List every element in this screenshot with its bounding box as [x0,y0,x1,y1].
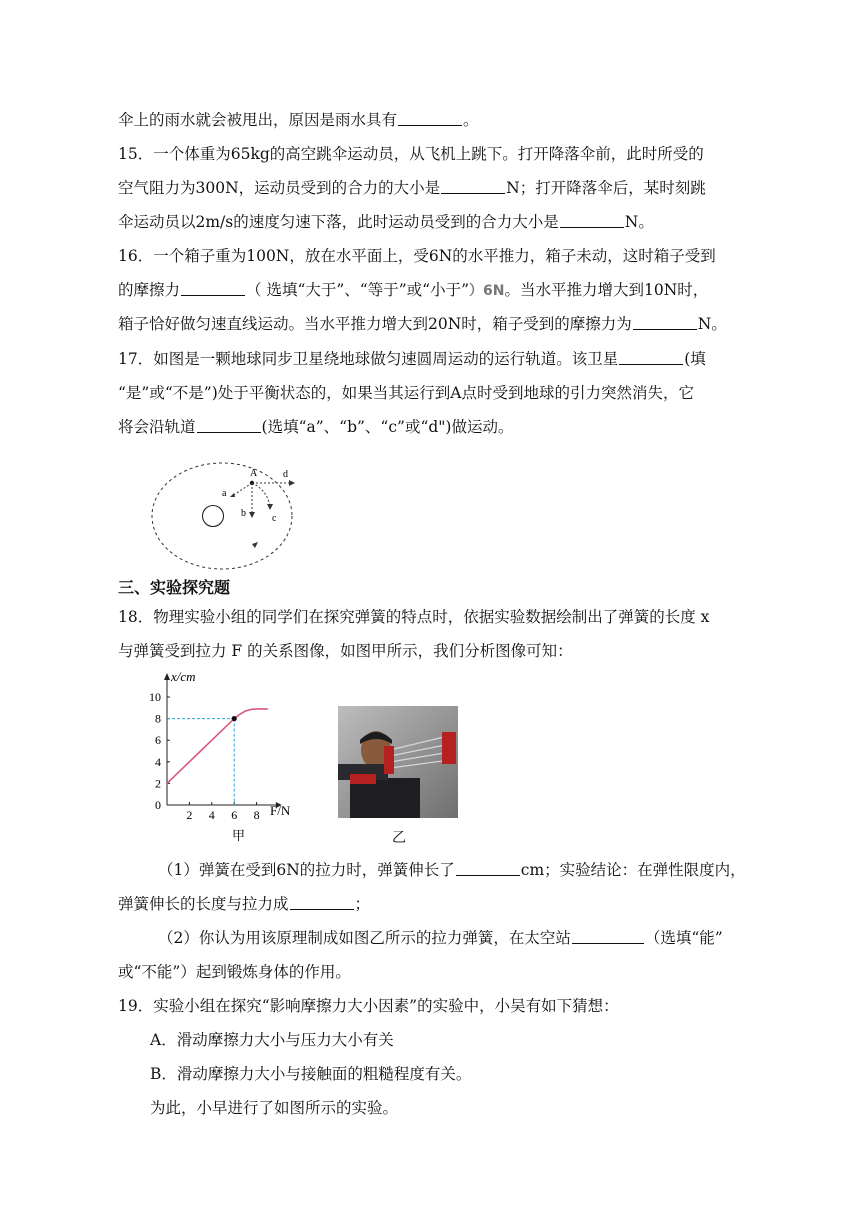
question-16-line-3: 箱子恰好做匀速直线运动。当水平推力增大到20N时，箱子受到的摩擦力为 N。 [118,315,727,333]
highlight-point [232,716,237,721]
question-17-line-2: “是”或“不是”)处于平衡状态的，如果当其运行到A点时受到地球的引力突然消失，它 [118,384,694,402]
x-tick-label: 6 [231,808,238,822]
answer-blank[interactable] [398,111,462,126]
question-19-line-4: 为此，小早进行了如图所示的实验。 [150,1099,399,1117]
x-tick-label: 2 [186,808,193,822]
question-18-line-1: 18．物理实验小组的同学们在探究弹簧的特点时，依据实验数据绘制出了弹簧的长度 x [118,608,710,626]
answer-blank[interactable] [572,929,644,944]
chart-caption: 甲 [232,828,246,843]
y-axis-label: x/cm [171,669,196,684]
question-18-part-2-line-2: 或“不能”）起到锻炼身体的作用。 [118,963,351,981]
y-tick-label: 4 [155,754,161,769]
y-tick-label: 8 [155,711,161,726]
spring-exerciser-photo [338,706,458,818]
earth-circle [203,506,224,527]
chart-ticks [149,690,260,822]
x-tick-label: 4 [208,808,215,822]
text-line-1: 伞上的雨水就会被甩出，原因是雨水具有 。 [118,111,479,129]
question-18-line-2: 与弹簧受到拉力 F 的关系图像，如图甲所示，我们分析图像可知： [118,642,573,660]
arrow-b-head [249,512,255,518]
answer-blank[interactable] [441,179,505,194]
x-tick-label: 8 [253,808,260,822]
answer-blank[interactable] [290,895,354,910]
orbit-path [152,463,292,569]
chart-series [167,709,268,805]
question-18-part-2-line-1: （2）你认为用该原理制成如图乙所示的拉力弹簧，在太空站 （选填“能” [158,929,723,947]
y-tick-label: 6 [155,733,161,748]
orbit-direction-arrow [252,542,258,548]
series-line-0 [167,709,268,784]
question-19-option-a: A．滑动摩擦力大小与压力大小有关 [150,1031,394,1049]
answer-blank[interactable] [456,861,520,876]
answer-blank[interactable] [560,213,624,228]
label-a: a [222,488,227,499]
question-15-line-1: 15．一个体重为65kg的高空跳伞运动员，从飞机上跳下。打开降落伞前，此时所受的 [118,145,704,163]
trajectory-a [232,483,252,496]
question-17-line-1: 17．如图是一颗地球同步卫星绕地球做匀速圆周运动的运行轨道。该卫星 (填 [118,350,706,368]
label-A: A [250,468,258,479]
answer-blank[interactable] [619,350,683,365]
label-c: c [272,513,277,524]
photo-caption: 乙 [392,830,406,846]
arrow-a-head [230,493,235,497]
arrow-c-head [267,504,273,510]
question-16-line-2: 的摩擦力 （ 选填“大于”、“等于”或“小于”）6N。当水平推力增大到10N时， [118,281,709,299]
overlay-6n-text: ）6N [469,283,505,299]
question-18-part-1-line-1: （1）弹簧在受到6N的拉力时，弹簧伸长了 cm；实验结论：在弹性限度内， [158,861,746,879]
question-19-line-1: 19．实验小组在探究“影响摩擦力大小因素”的实验中，小吴有如下猜想： [118,997,619,1015]
label-d: d [283,469,288,480]
x-axis-label: F/N [270,803,291,818]
answer-blank[interactable] [197,418,261,433]
question-19-option-b: B．滑动摩擦力大小与接触面的粗糙程度有关。 [150,1065,472,1083]
orbit-diagram [140,458,320,574]
question-18-part-1-line-2: 弹簧伸长的长度与拉力成 ； [118,895,371,913]
chart-axes [164,673,282,808]
spring-length-chart [140,668,300,848]
question-15-line-3: 伞运动员以2m/s的速度匀速下落，此时运动员受到的合力大小是 N。 [118,213,654,231]
answer-blank[interactable] [633,315,697,330]
y-tick-label: 2 [155,776,161,791]
y-axis-arrow [164,673,170,680]
question-15-line-2: 空气阻力为300N，运动员受到的合力的大小是 N；打开降落伞后，某时刻跳 [118,179,706,197]
label-b: b [241,508,246,519]
y-tick-label: 10 [149,690,161,704]
question-17-line-3: 将会沿轨道 (选填“a”、“b”、“c”或“d")做运动。 [118,418,514,436]
y-tick-label: 0 [155,798,161,812]
arrow-d-head [289,480,295,486]
question-16-line-1: 16．一个箱子重为100N，放在水平面上，受6N的水平推力，箱子未动，这时箱子受到 [118,247,716,265]
trajectory-c [252,483,270,506]
answer-blank[interactable] [181,281,245,296]
section-heading: 三、实验探究题 [118,578,231,597]
